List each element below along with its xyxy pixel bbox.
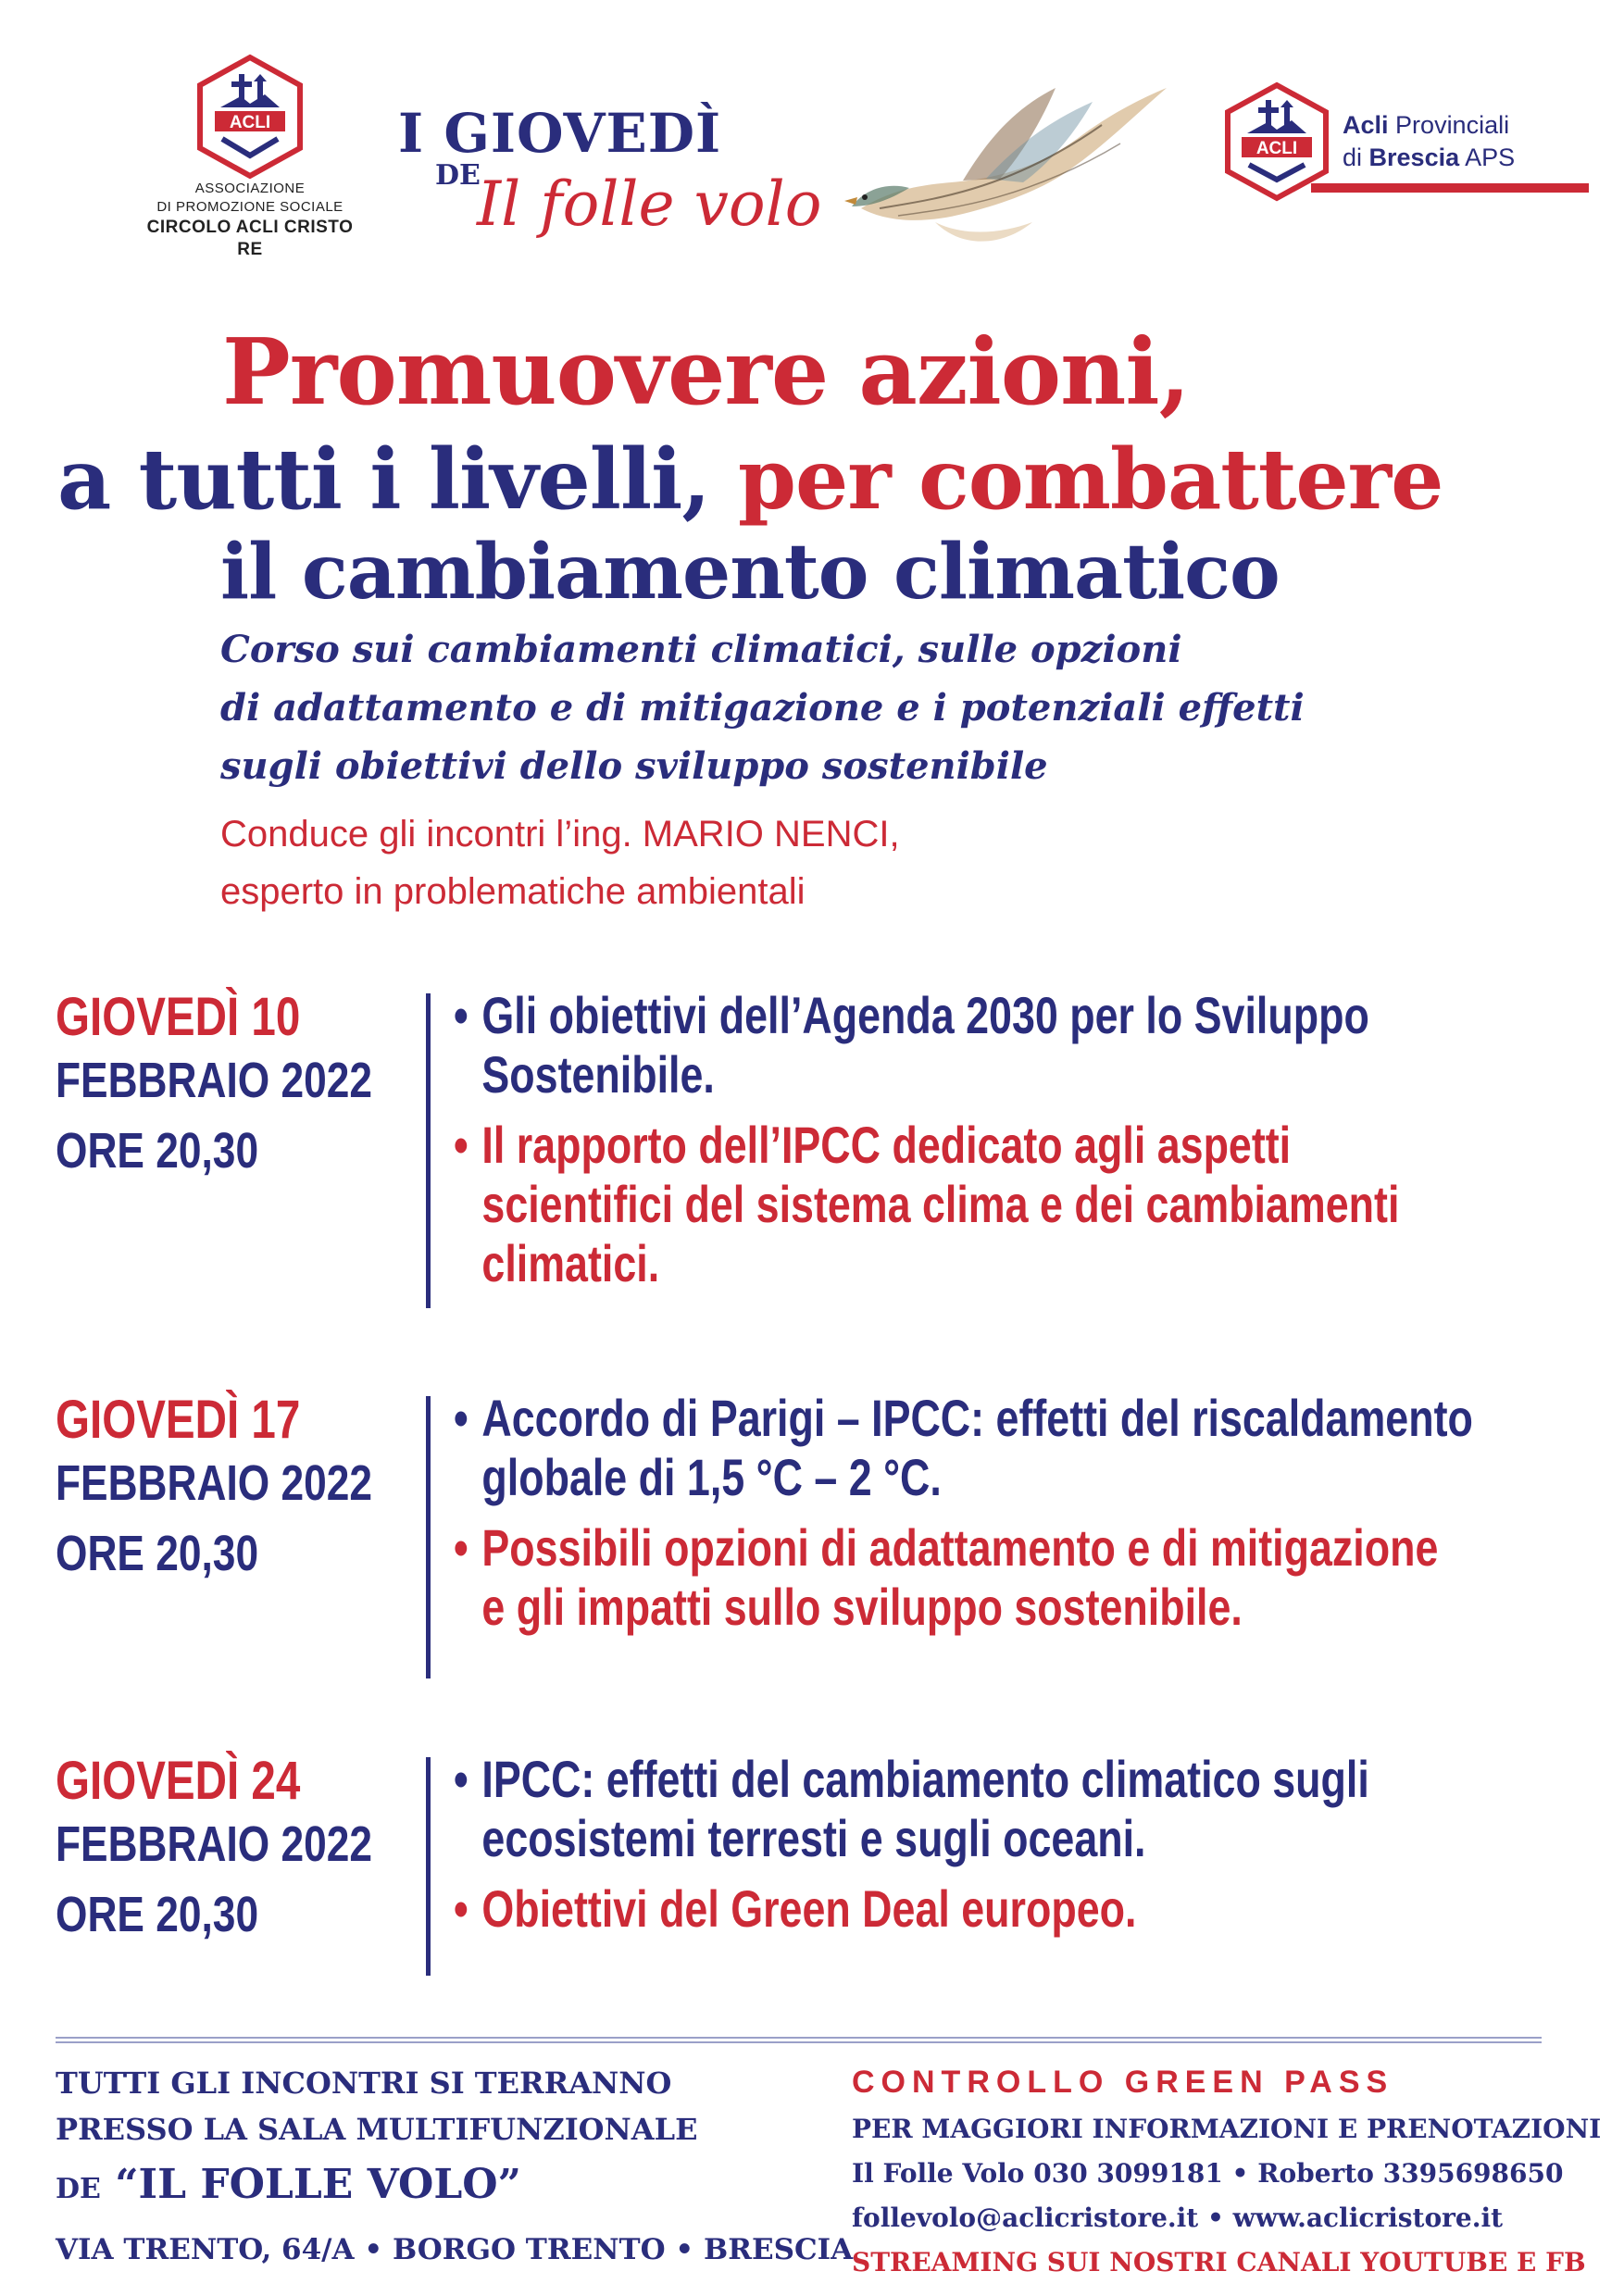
topic-line: e gli impatti sullo sviluppo sostenibile. xyxy=(481,1578,1243,1636)
green-pass-notice: CONTROLLO GREEN PASS xyxy=(852,2065,1394,2100)
topic-line: Obiettivi del Green Deal europeo. xyxy=(481,1879,1137,1938)
session-month: FEBBRAIO 2022 xyxy=(56,1053,373,1108)
session-topic: • Gli obiettivi dell’Agenda 2030 per lo Sviluppo Sostenibile. xyxy=(454,986,1399,1104)
logo-acli-word: Acli xyxy=(1343,111,1389,139)
acli-brescia-logo xyxy=(1222,74,1593,213)
subtitle-line: Corso sui cambiamenti climatici, sulle opzioni xyxy=(220,628,1182,671)
session-day: GIOVEDÌ 17 xyxy=(56,1390,301,1450)
headline-line2-red: per combattere xyxy=(709,430,1443,529)
session-date xyxy=(56,986,372,1186)
topic-line: Accordo di Parigi – IPCC: effetti del riscaldamento xyxy=(481,1389,1473,1447)
venue-info xyxy=(56,2060,853,2277)
session-divider xyxy=(426,1757,431,1976)
venue-line1: TUTTI GLI INCONTRI SI TERRANNO xyxy=(56,2065,672,2101)
logo-left-line2: DI PROMOZIONE SOCIALE xyxy=(156,199,344,215)
header-de: DE xyxy=(435,159,481,192)
venue-name-row xyxy=(56,2152,853,2222)
acli-hexagon-emblem xyxy=(194,54,306,180)
logo-di-word: di xyxy=(1343,144,1363,171)
session-day: GIOVEDÌ 10 xyxy=(56,987,301,1047)
subtitle-line: di adattamento e di mitigazione e i potenziali effetti xyxy=(220,686,1305,730)
header-script-title: Il folle volo xyxy=(477,168,822,240)
session-divider xyxy=(426,1396,431,1678)
logo-red-bar xyxy=(1311,183,1589,193)
venue-name: “IL FOLLE VOLO” xyxy=(115,2161,521,2208)
headline-line2 xyxy=(57,430,1443,529)
logo-left-line1: ASSOCIAZIONE xyxy=(194,181,306,196)
topic-line: Possibili opzioni di adattamento e di mitigazione xyxy=(481,1518,1439,1577)
header-title: I GIOVEDÌ xyxy=(398,102,722,165)
venue-de: DE xyxy=(56,2173,101,2205)
instructor-info xyxy=(220,805,900,920)
topic-line: Il rapporto dell’IPCC dedicato agli aspetti xyxy=(481,1116,1292,1174)
phone-numbers: Il Folle Volo 030 3099181 • Roberto 3395698650 xyxy=(852,2158,1564,2189)
instructor-line: Conduce gli incontri l’ing. MARIO NENCI, xyxy=(220,814,900,855)
headline-line2-navy: a tutti i livelli, xyxy=(57,430,710,529)
session-topic: • Possibili opzioni di adattamento e di mitigazione e gli impatti sullo sviluppo sostenibile. xyxy=(454,1518,1473,1637)
logo-provinciali-word: Provinciali xyxy=(1395,111,1510,139)
logo-right-line1 xyxy=(1343,111,1509,140)
topic-line: scientifici del sistema clima e dei cambiamenti xyxy=(481,1175,1400,1233)
session-topic: • Il rapporto dell’IPCC dedicato agli aspetti scientifici del sistema clima e dei cambiamenti climatici. xyxy=(454,1116,1400,1292)
instructor-line: esperto in problematiche ambientali xyxy=(220,871,806,912)
session-day: GIOVEDÌ 24 xyxy=(56,1751,301,1811)
session-month: FEBBRAIO 2022 xyxy=(56,1455,373,1511)
session-date xyxy=(56,1750,372,1950)
info-heading: PER MAGGIORI INFORMAZIONI E PRENOTAZIONI xyxy=(852,2114,1602,2144)
contact-info xyxy=(852,2057,1601,2285)
session-month: FEBBRAIO 2022 xyxy=(56,1816,373,1872)
logo-aps-word: APS xyxy=(1465,144,1516,171)
topic-line: IPCC: effetti del cambiamento climatico sugli xyxy=(481,1750,1369,1808)
topic-line: ecosistemi terresti e sugli oceani. xyxy=(481,1809,1146,1867)
acli-badge-text: ACLI xyxy=(229,113,271,132)
venue-line2: PRESSO LA SALA MULTIFUNZIONALE xyxy=(56,2112,698,2147)
streaming-notice: STREAMING SUI NOSTRI CANALI YOUTUBE E FB xyxy=(852,2247,1586,2277)
logo-brescia-word: Brescia xyxy=(1368,144,1460,171)
acli-cristo-re-logo xyxy=(139,54,361,261)
topic-line: climatici. xyxy=(481,1234,660,1292)
subtitle-line: sugli obiettivi dello sviluppo sostenibile xyxy=(220,744,1048,788)
session-topic: • IPCC: effetti del cambiamento climatico sugli ecosistemi terresti e sugli oceani. xyxy=(454,1750,1369,1867)
topic-line: Gli obiettivi dell’Agenda 2030 per lo Sviluppo xyxy=(481,986,1369,1044)
session-time: ORE 20,30 xyxy=(56,1887,259,1942)
topic-line: globale di 1,5 °C – 2 °C. xyxy=(481,1448,942,1506)
course-subtitle xyxy=(220,620,1305,795)
session-time: ORE 20,30 xyxy=(56,1526,259,1581)
session-time: ORE 20,30 xyxy=(56,1123,259,1179)
headline-line3: il cambiamento climatico xyxy=(220,528,1280,617)
footer-divider xyxy=(56,2037,1542,2043)
session-topic: • Accordo di Parigi – IPCC: effetti del riscaldamento globale di 1,5 °C – 2 °C. xyxy=(454,1389,1473,1506)
flying-bird-illustration xyxy=(824,69,1176,264)
headline-line1: Promuovere azioni, xyxy=(222,319,1190,426)
logo-left-line3: CIRCOLO ACLI CRISTO RE xyxy=(146,218,354,259)
logo-right-line2 xyxy=(1343,144,1515,172)
topic-line: Sostenibile. xyxy=(481,1045,715,1104)
venue-address: VIA TRENTO, 64/A • BORGO TRENTO • BRESCIA xyxy=(56,2233,854,2266)
session-topic: • Obiettivi del Green Deal europeo. xyxy=(454,1879,1137,1938)
acli-brescia-badge-text: ACLI xyxy=(1255,139,1298,158)
email-website: follevolo@aclicristore.it • www.aclicristore.it xyxy=(852,2202,1504,2233)
session-divider xyxy=(426,993,431,1308)
session-date xyxy=(56,1389,372,1589)
